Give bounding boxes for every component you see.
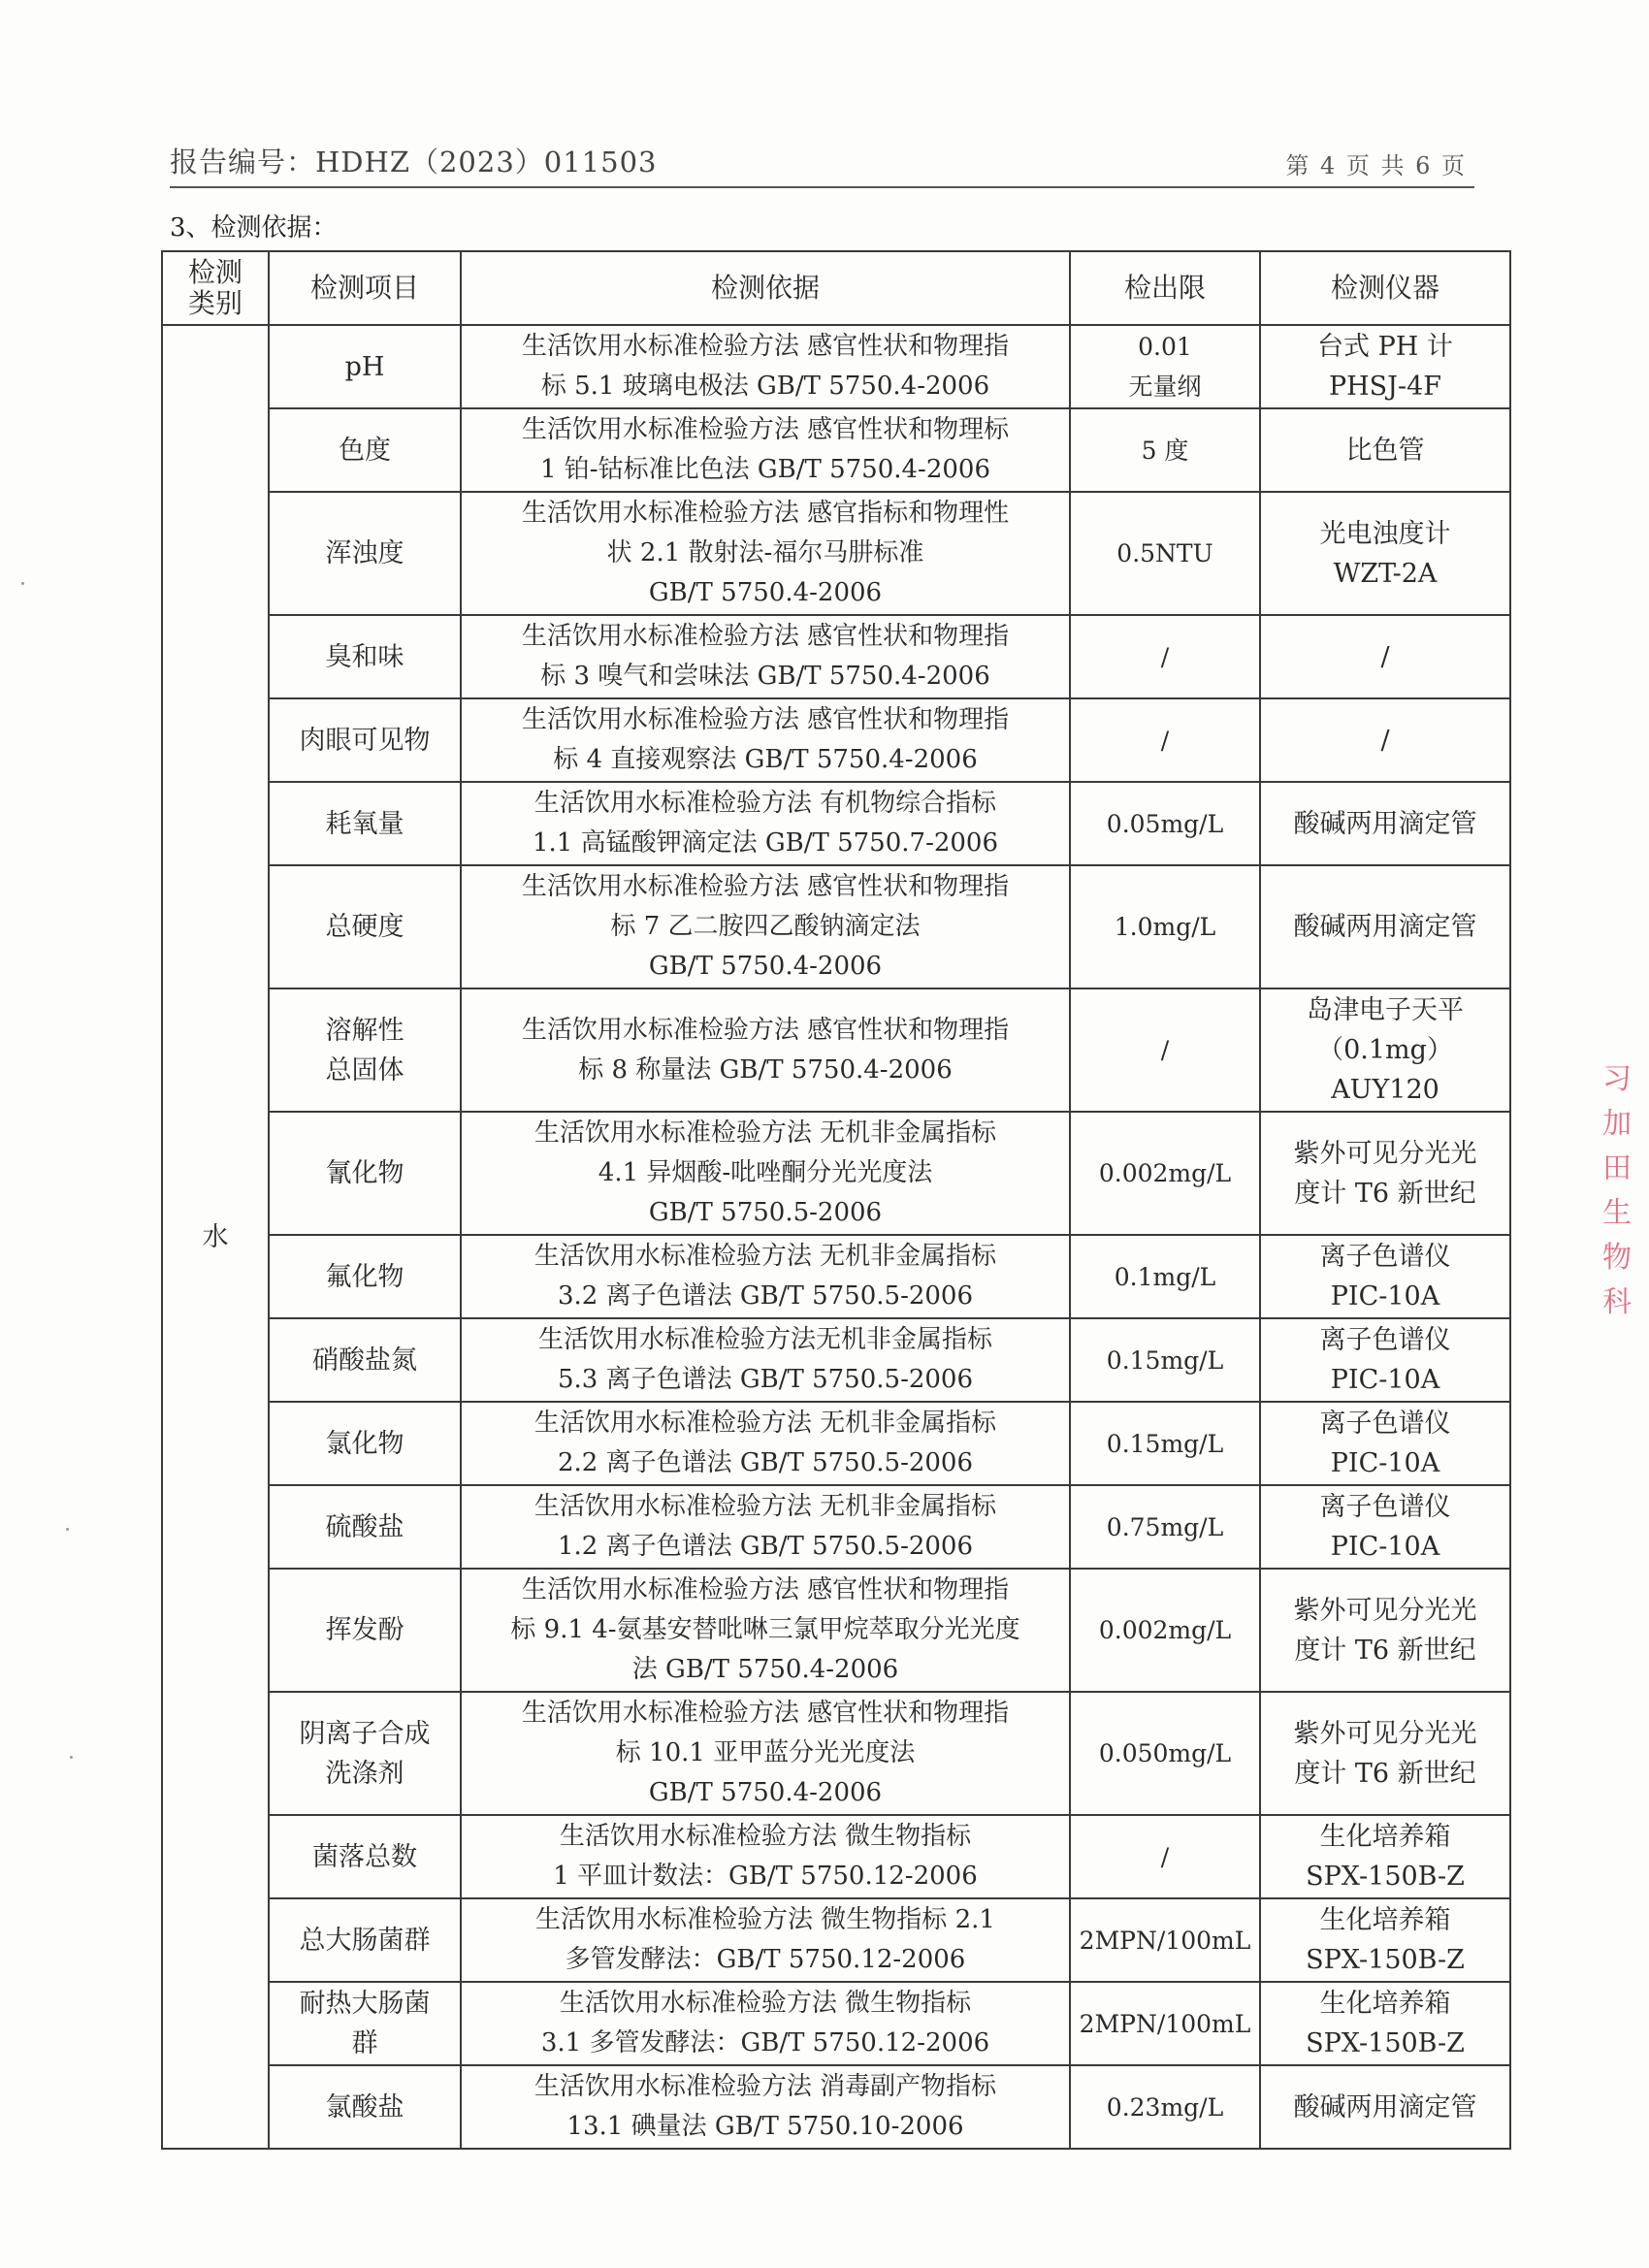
limit-cell: 5 度 [1070,408,1260,492]
table-row [162,2065,1510,2149]
detection-basis-table [161,250,1511,2150]
table-row [162,1692,1510,1815]
basis-cell: 生活饮用水标准检验方法 微生物指标 1 平皿计数法：GB/T 5750.12-2006 [461,1815,1070,1898]
limit-cell: 0.75mg/L [1070,1485,1260,1569]
instrument-cell: 岛津电子天平 （0.1mg）AUY120 [1260,988,1510,1112]
instrument-cell: 生化培养箱 SPX-150B-Z [1260,1982,1510,2065]
instrument-cell: 离子色谱仪 PIC-10A [1260,1402,1510,1485]
table-row [162,865,1510,988]
basis-cell: 生活饮用水标准检验方法 无机非金属指标 1.2 离子色谱法 GB/T 5750.5-2006 [461,1485,1070,1569]
page-header [170,136,1474,188]
item-cell: 耐热大肠菌 群 [269,1982,461,2065]
table-row [162,1402,1510,1485]
table-row [162,988,1510,1112]
report-number: 报告编号：HDHZ（2023）011503 [170,146,658,178]
header-category: 检测 类别 [162,251,269,325]
basis-cell: 生活饮用水标准检验方法 无机非金属指标 2.2 离子色谱法 GB/T 5750.5-2006 [461,1402,1070,1485]
limit-cell: 0.15mg/L [1070,1402,1260,1485]
basis-cell: 生活饮用水标准检验方法 感官性状和物理标 1 铂-钴标准比色法 GB/T 5750.4-2006 [461,408,1070,492]
item-cell: 挥发酚 [269,1569,461,1692]
header-limit: 检出限 [1070,251,1260,325]
table-row [162,1815,1510,1898]
limit-cell: 0.002mg/L [1070,1112,1260,1235]
item-cell: 总大肠菌群 [269,1898,461,1982]
item-cell: 氯酸盐 [269,2065,461,2149]
basis-cell: 生活饮用水标准检验方法 无机非金属指标 3.2 离子色谱法 GB/T 5750.5-2006 [461,1235,1070,1318]
instrument-cell: 光电浊度计 WZT-2A [1260,492,1510,615]
limit-cell: 0.15mg/L [1070,1318,1260,1402]
basis-cell: 生活饮用水标准检验方法 感官性状和物理指 标 9.1 4-氨基安替吡啉三氯甲烷萃取分光光度 法 GB/T 5750.4-2006 [461,1569,1070,1692]
table-header-row [162,251,1510,325]
section-title: 3、检测依据： [170,213,338,243]
item-cell: 硫酸盐 [269,1485,461,1569]
instrument-cell: 比色管 [1260,408,1510,492]
basis-cell: 生活饮用水标准检验方法 感官性状和物理指 标 7 乙二胺四乙酸钠滴定法 GB/T 5750.4-2006 [461,865,1070,988]
header-basis: 检测依据 [461,251,1070,325]
table-row [162,1112,1510,1235]
item-cell: 氯化物 [269,1402,461,1485]
basis-cell: 生活饮用水标准检验方法 感官性状和物理指 标 5.1 玻璃电极法 GB/T 5750.4-2006 [461,325,1070,408]
limit-cell: 0.05mg/L [1070,782,1260,865]
table-row [162,615,1510,698]
table-row [162,1569,1510,1692]
item-cell: 阴离子合成 洗涤剂 [269,1692,461,1815]
instrument-cell: / [1260,698,1510,782]
page-number: 第 4 页 共 6 页 [1285,152,1467,179]
basis-cell: 生活饮用水标准检验方法 感官指标和物理性 状 2.1 散射法-福尔马肼标准 GB/T 5750.4-2006 [461,492,1070,615]
instrument-cell: 离子色谱仪 PIC-10A [1260,1235,1510,1318]
item-cell: 总硬度 [269,865,461,988]
scan-speck [66,1528,69,1531]
limit-cell: / [1070,988,1260,1112]
item-cell: 肉眼可见物 [269,698,461,782]
basis-cell: 生活饮用水标准检验方法 感官性状和物理指 标 8 称量法 GB/T 5750.4-2006 [461,988,1070,1112]
limit-cell: 2MPN/100mL [1070,1898,1260,1982]
table-row [162,1982,1510,2065]
limit-cell: / [1070,615,1260,698]
scan-speck [70,1756,73,1759]
basis-cell: 生活饮用水标准检验方法 无机非金属指标 4.1 异烟酸-吡唑酮分光光度法 GB/T 5750.5-2006 [461,1112,1070,1235]
basis-cell: 生活饮用水标准检验方法无机非金属指标 5.3 离子色谱法 GB/T 5750.5-2006 [461,1318,1070,1402]
table-row [162,408,1510,492]
instrument-cell: 离子色谱仪 PIC-10A [1260,1485,1510,1569]
instrument-cell: 紫外可见分光光 度计 T6 新世纪 [1260,1569,1510,1692]
limit-cell: 0.050mg/L [1070,1692,1260,1815]
red-stamp: 习 加 田 生 物 科 [1602,1062,1632,1319]
item-cell: 浑浊度 [269,492,461,615]
table-row [162,1485,1510,1569]
limit-cell: 0.5NTU [1070,492,1260,615]
table-row [162,1235,1510,1318]
item-cell: 溶解性 总固体 [269,988,461,1112]
basis-cell: 生活饮用水标准检验方法 微生物指标 2.1 多管发酵法：GB/T 5750.12-2006 [461,1898,1070,1982]
instrument-cell: 离子色谱仪 PIC-10A [1260,1318,1510,1402]
instrument-cell: 酸碱两用滴定管 [1260,865,1510,988]
item-cell: 氟化物 [269,1235,461,1318]
scan-speck [21,582,24,585]
limit-cell: 0.1mg/L [1070,1235,1260,1318]
limit-cell: 0.002mg/L [1070,1569,1260,1692]
basis-cell: 生活饮用水标准检验方法 有机物综合指标 1.1 高锰酸钾滴定法 GB/T 5750.7-2006 [461,782,1070,865]
basis-cell: 生活饮用水标准检验方法 感官性状和物理指 标 3 嗅气和尝味法 GB/T 5750.4-2006 [461,615,1070,698]
instrument-cell: 酸碱两用滴定管 [1260,2065,1510,2149]
table-row [162,492,1510,615]
basis-cell: 生活饮用水标准检验方法 消毒副产物指标 13.1 碘量法 GB/T 5750.10-2006 [461,2065,1070,2149]
item-cell: 菌落总数 [269,1815,461,1898]
item-cell: 硝酸盐氮 [269,1318,461,1402]
instrument-cell: 紫外可见分光光 度计 T6 新世纪 [1260,1692,1510,1815]
item-cell: pH [269,325,461,408]
basis-cell: 生活饮用水标准检验方法 感官性状和物理指 标 4 直接观察法 GB/T 5750.4-2006 [461,698,1070,782]
item-cell: 氰化物 [269,1112,461,1235]
instrument-cell: 台式 PH 计 PHSJ-4F [1260,325,1510,408]
header-item: 检测项目 [269,251,461,325]
table-row [162,698,1510,782]
table-body [162,325,1510,2149]
instrument-cell: 紫外可见分光光 度计 T6 新世纪 [1260,1112,1510,1235]
item-cell: 臭和味 [269,615,461,698]
basis-cell: 生活饮用水标准检验方法 感官性状和物理指 标 10.1 亚甲蓝分光光度法 GB/T 5750.4-2006 [461,1692,1070,1815]
limit-cell: / [1070,698,1260,782]
table-row [162,325,1510,408]
item-cell: 色度 [269,408,461,492]
item-cell: 耗氧量 [269,782,461,865]
header-instrument: 检测仪器 [1260,251,1510,325]
table-row [162,1898,1510,1982]
instrument-cell: 酸碱两用滴定管 [1260,782,1510,865]
category-cell: 水 [162,325,269,2149]
limit-cell: 0.01 无量纲 [1070,325,1260,408]
limit-cell: 0.23mg/L [1070,2065,1260,2149]
limit-cell: 1.0mg/L [1070,865,1260,988]
basis-cell: 生活饮用水标准检验方法 微生物指标 3.1 多管发酵法：GB/T 5750.12-2006 [461,1982,1070,2065]
instrument-cell: 生化培养箱 SPX-150B-Z [1260,1815,1510,1898]
limit-cell: / [1070,1815,1260,1898]
limit-cell: 2MPN/100mL [1070,1982,1260,2065]
table-row [162,782,1510,865]
instrument-cell: 生化培养箱 SPX-150B-Z [1260,1898,1510,1982]
table-row [162,1318,1510,1402]
instrument-cell: / [1260,615,1510,698]
